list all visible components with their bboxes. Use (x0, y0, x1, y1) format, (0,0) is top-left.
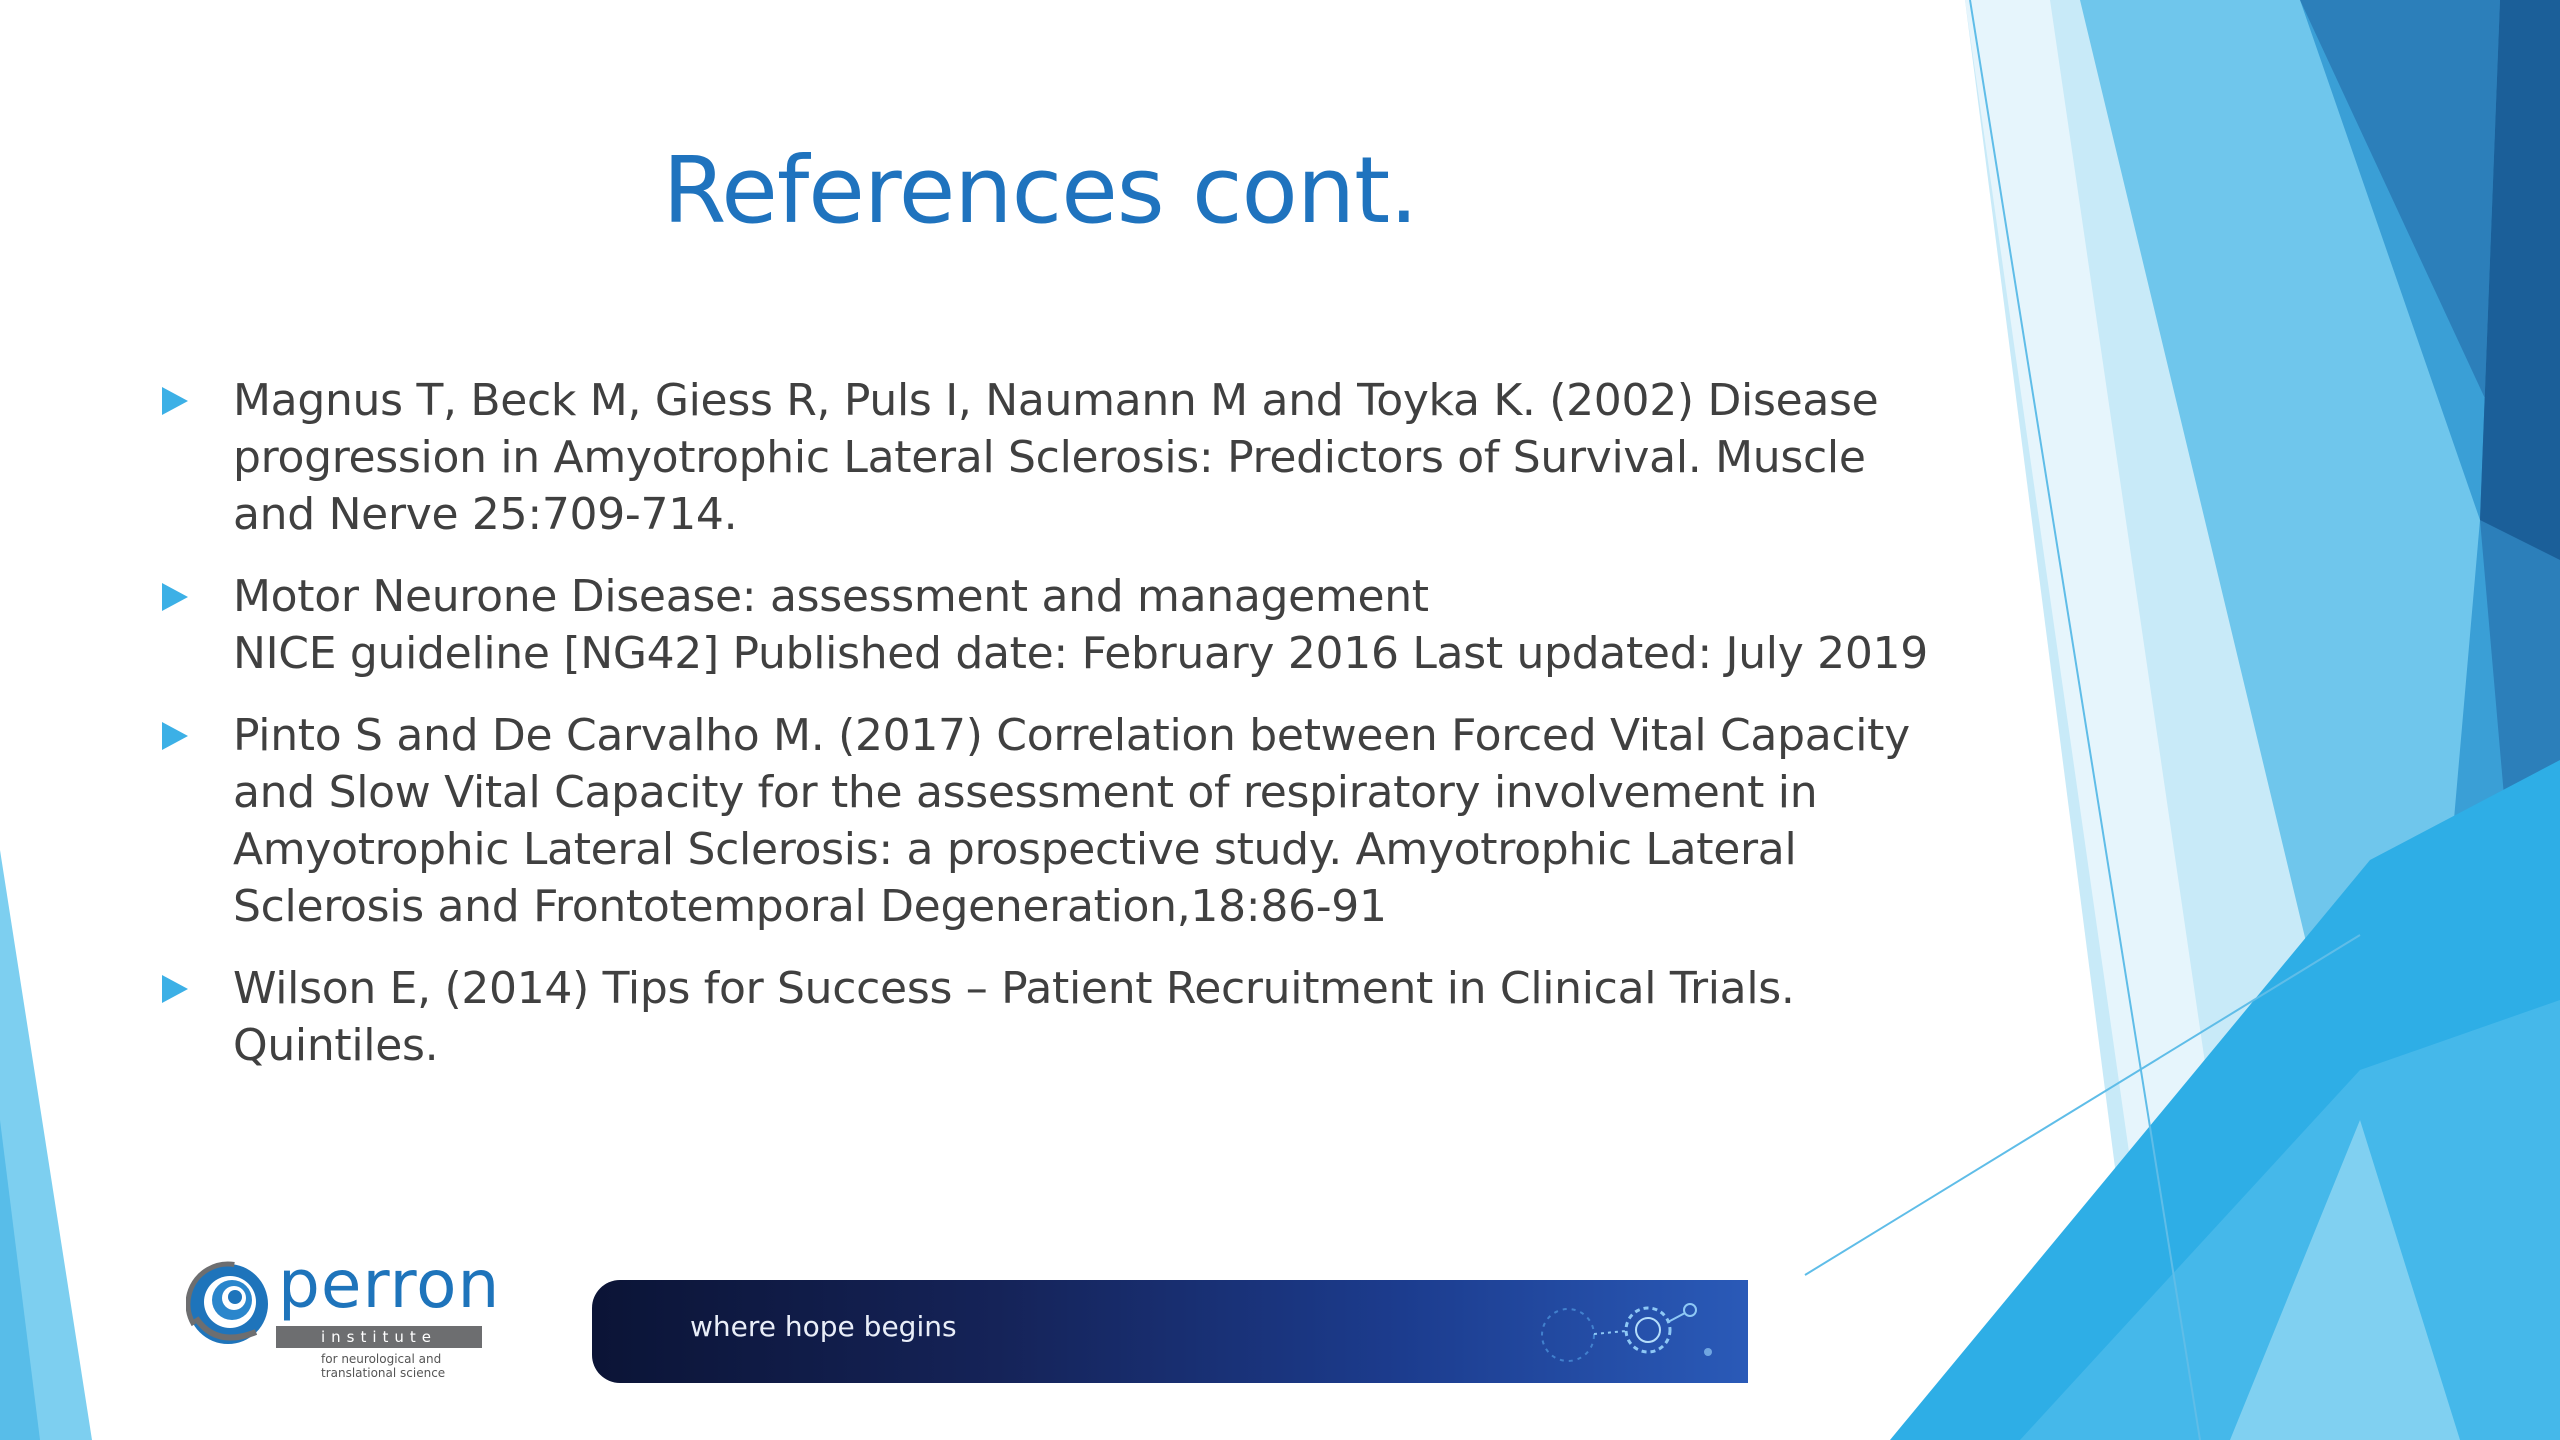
reference-item (160, 568, 1928, 682)
reference-line: Motor Neurone Disease: assessment and management (233, 571, 1429, 622)
reference-item (160, 707, 1920, 935)
slide-title: References cont. (662, 137, 1418, 244)
logo-tagline-line: for neurological and (321, 1352, 442, 1366)
logo-tagline (321, 1352, 491, 1380)
reference-line: Quintiles. (233, 1020, 439, 1071)
reference-item (160, 960, 1920, 1074)
triangle-bullet-icon (162, 583, 188, 611)
triangle-bullet-icon (162, 387, 188, 415)
reference-line: Sclerosis and Frontotemporal Degeneration,18:86-91 (233, 881, 1387, 932)
logo-tagline-line: translational science (321, 1366, 446, 1380)
reference-line: Amyotrophic Lateral Sclerosis: a prospective study. Amyotrophic Lateral (233, 824, 1797, 875)
logo-subtitle: institute (276, 1326, 482, 1348)
footer-banner (592, 1280, 1748, 1383)
reference-line: and Slow Vital Capacity for the assessment of respiratory involvement in (233, 767, 1818, 818)
reference-line: NICE guideline [NG42] Published date: February 2016 Last updated: July 2019 (233, 628, 1928, 679)
reference-item (160, 372, 1920, 543)
molecule-decoration-icon (1528, 1280, 1748, 1383)
logo-wordmark: perron (278, 1246, 501, 1323)
banner-slogan: where hope begins (690, 1310, 957, 1343)
reference-line: and Nerve 25:709-714. (233, 489, 738, 540)
reference-line: Magnus T, Beck M, Giess R, Puls I, Naumann M and Toyka K. (2002) Disease (233, 375, 1879, 426)
reference-list (160, 372, 1928, 1099)
spiral-logo-icon (186, 1258, 276, 1348)
reference-line: Pinto S and De Carvalho M. (2017) Correlation between Forced Vital Capacity (233, 710, 1910, 761)
triangle-bullet-icon (162, 975, 188, 1003)
perron-logo (186, 1246, 506, 1388)
reference-line: progression in Amyotrophic Lateral Sclerosis: Predictors of Survival. Muscle (233, 432, 1866, 483)
reference-line: Wilson E, (2014) Tips for Success – Patient Recruitment in Clinical Trials. (233, 963, 1795, 1014)
triangle-bullet-icon (162, 722, 188, 750)
